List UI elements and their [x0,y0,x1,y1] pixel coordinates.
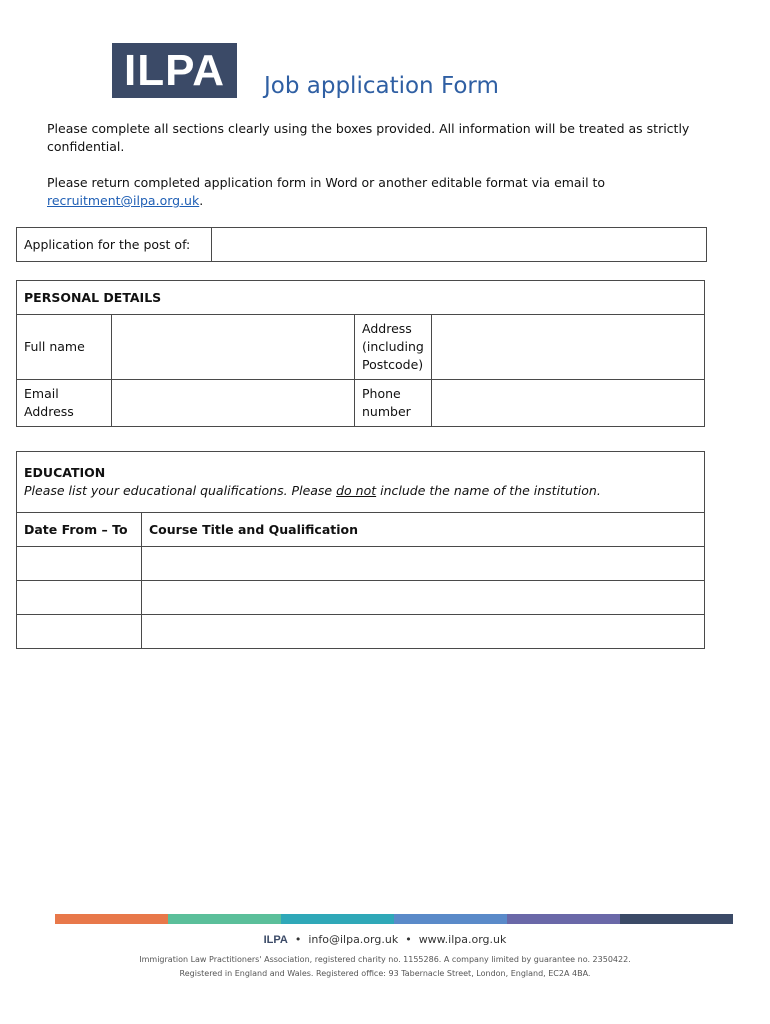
bullet: • [294,933,302,946]
return-instructions: Please return completed application form in Word or another editable format via email to [47,175,606,190]
post-label: Application for the post of: [17,228,212,262]
full-name-label: Full name [17,315,112,380]
course-input[interactable] [142,581,705,615]
footer-registration: Immigration Law Practitioners' Association, registered charity no. 1155286. A company limited by guarantee no. 2350422. [139,955,631,964]
color-segment [168,914,281,924]
phone-input[interactable] [432,380,705,427]
color-segment [55,914,168,924]
post-table [16,227,707,262]
recruitment-email-link[interactable]: recruitment@ilpa.org.uk [47,193,200,208]
phone-label: Phone number [355,380,432,427]
color-segment [281,914,394,924]
ilpa-logo: ILPA [112,43,237,98]
personal-details-table [16,280,705,427]
color-segment [620,914,733,924]
full-name-input[interactable] [112,315,355,380]
footer-registered-office: Registered in England and Wales. Registered office: 93 Tabernacle Street, London, England, EC2A 4BA. [179,969,591,978]
course-input[interactable] [142,615,705,649]
post-input[interactable] [212,228,707,262]
footer-contact [0,933,770,946]
col-date-header: Date From – To [17,513,142,547]
footer-website-link[interactable]: www.ilpa.org.uk [418,933,507,946]
table-row [17,581,705,615]
education-table [16,451,705,649]
footer-email-link[interactable]: info@ilpa.org.uk [308,933,399,946]
education-header-cell [17,452,705,513]
color-segment [394,914,507,924]
footer-color-bar [55,914,733,924]
course-input[interactable] [142,547,705,581]
table-row [17,547,705,581]
bullet: • [405,933,412,946]
education-header: EDUCATION [24,465,106,480]
date-input[interactable] [17,581,142,615]
date-input[interactable] [17,615,142,649]
period: . [199,193,204,208]
education-description: Please list your educational qualifications. Please do not include the name of the institution. [24,483,601,498]
personal-details-header: PERSONAL DETAILS [17,281,705,315]
col-course-header: Course Title and Qualification [142,513,705,547]
date-input[interactable] [17,547,142,581]
footer-brand: ILPA [263,934,288,946]
intro-paragraph-return [47,174,717,210]
color-segment [507,914,620,924]
email-input[interactable] [112,380,355,427]
address-input[interactable] [432,315,705,380]
page-title: Job application Form [264,73,499,99]
email-label: Email Address [17,380,112,427]
address-label: Address (including Postcode) [355,315,432,380]
intro-paragraph-confidential: Please complete all sections clearly using the boxes provided. All information will be treated as strictly confidential. [47,121,690,154]
table-row [17,615,705,649]
